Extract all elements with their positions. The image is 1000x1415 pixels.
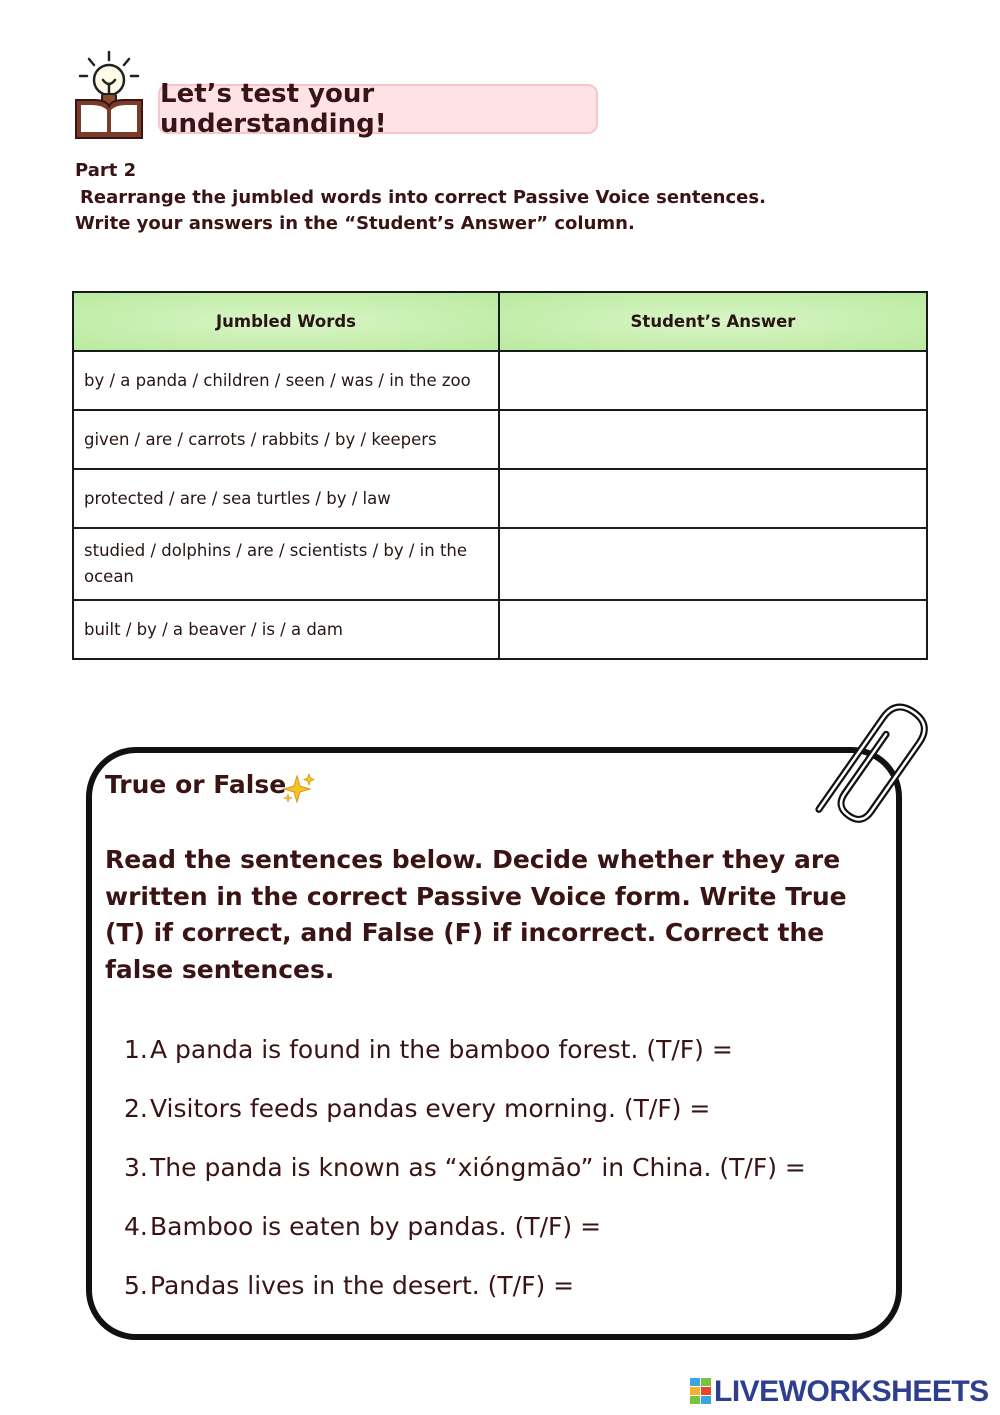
list-item [124, 1035, 884, 1094]
item-text: The panda is known as “xióngmāo” in China. (T/F) = [150, 1153, 806, 1182]
item-text: A panda is found in the bamboo forest. (T/F) = [150, 1035, 733, 1064]
part-label: Part 2 [75, 160, 137, 181]
table-header-row [73, 292, 927, 351]
column-header-students-answer: Student’s Answer [499, 292, 927, 351]
table-row [73, 528, 927, 600]
student-answer-cell[interactable] [499, 410, 927, 469]
table-row [73, 351, 927, 410]
item-number: 2. [124, 1094, 148, 1123]
item-number: 1. [124, 1035, 148, 1064]
jumbled-words-cell: given / are / carrots / rabbits / by / keepers [73, 410, 499, 469]
list-item [124, 1271, 884, 1330]
jumbled-words-table [72, 291, 928, 660]
table-row [73, 410, 927, 469]
jumbled-words-cell: studied / dolphins / are / scientists / by / in the ocean [73, 528, 499, 600]
liveworksheets-logo-text: LIVEWORKSHEETS [714, 1375, 989, 1408]
item-text: Bamboo is eaten by pandas. (T/F) = [150, 1212, 602, 1241]
item-number: 3. [124, 1153, 148, 1182]
list-item [124, 1094, 884, 1153]
jumbled-words-cell: protected / are / sea turtles / by / law [73, 469, 499, 528]
lightbulb-book-icon [72, 50, 146, 142]
sparkles-icon [282, 772, 316, 804]
jumbled-words-cell: by / a panda / children / seen / was / in the zoo [73, 351, 499, 410]
list-item [124, 1153, 884, 1212]
instruction-line-2: Write your answers in the “Student’s Answer” column. [75, 213, 635, 234]
item-number: 5. [124, 1271, 148, 1300]
item-text: Visitors feeds pandas every morning. (T/F) = [150, 1094, 711, 1123]
liveworksheets-logo [690, 1374, 989, 1410]
item-number: 4. [124, 1212, 148, 1241]
item-text: Pandas lives in the desert. (T/F) = [150, 1271, 575, 1300]
jumbled-words-cell: built / by / a beaver / is / a dam [73, 600, 499, 659]
liveworksheets-badge-icon [690, 1378, 712, 1406]
list-item [124, 1212, 884, 1271]
table-row [73, 469, 927, 528]
page-title: Let’s test your understanding! [158, 84, 598, 134]
instruction-line-1: Rearrange the jumbled words into correct Passive Voice sentences. [80, 187, 766, 208]
table-row [73, 600, 927, 659]
true-false-title: True or False [105, 770, 287, 799]
column-header-jumbled-words: Jumbled Words [73, 292, 499, 351]
student-answer-cell[interactable] [499, 351, 927, 410]
student-answer-cell[interactable] [499, 469, 927, 528]
true-false-instructions: Read the sentences below. Decide whether they are written in the correct Passive Voice form. Write True (T) if correct, and False (F) if incorrect. Correct the false sentences. [105, 845, 847, 984]
student-answer-cell[interactable] [499, 528, 927, 600]
true-false-list [124, 1035, 884, 1330]
paperclip-icon [796, 688, 936, 838]
student-answer-cell[interactable] [499, 600, 927, 659]
